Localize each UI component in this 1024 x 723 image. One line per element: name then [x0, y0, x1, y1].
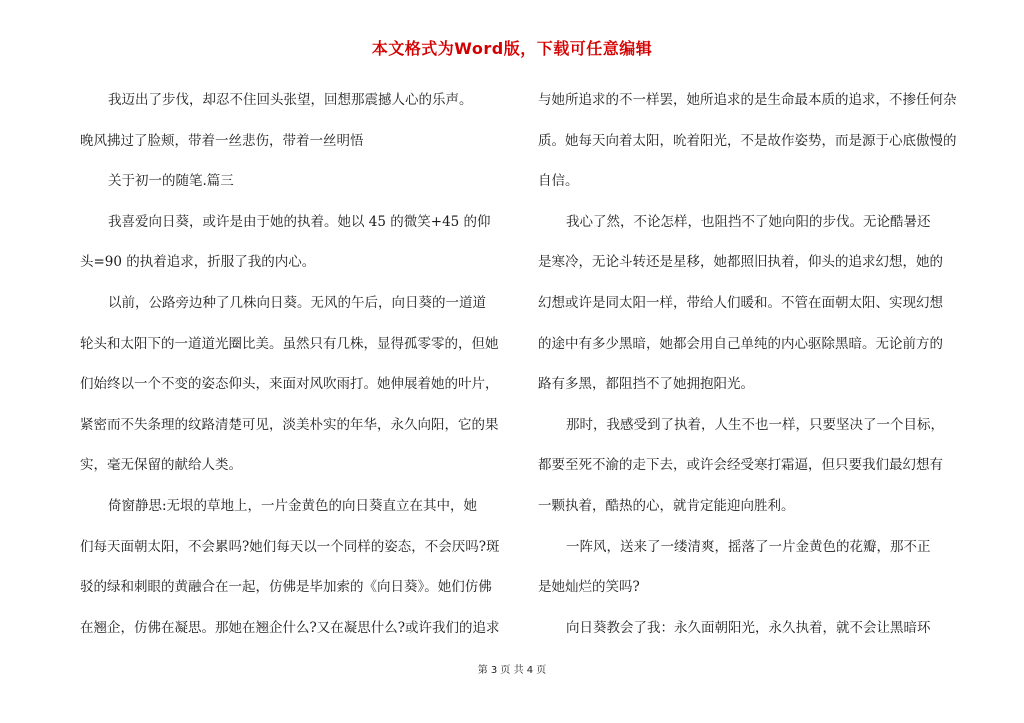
paragraph — [80, 486, 520, 648]
text-line: 的途中有多少黑暗，她都会用自己单纯的内心驱除黑暗。无论前方的 — [538, 335, 943, 352]
text-line: 轮头和太阳下的一道道光圈比美。虽然只有几株，显得孤零零的，但她 — [80, 335, 499, 352]
text-line: 幻想或许是同太阳一样，带给人们暖和。不管在面朝太阳、实现幻想 — [538, 294, 943, 311]
text-line: 一颗执着，酷热的心，就肯定能迎向胜利。 — [538, 497, 795, 514]
paragraph — [80, 80, 520, 121]
paragraph — [538, 405, 978, 527]
text-line: 都要至死不渝的走下去，或许会经受寒打霜逼，但只要我们最幻想有 — [538, 457, 943, 474]
text-line: 在翘企，仿佛在凝思。那她在翘企什么?又在凝思什么?或许我们的追求 — [80, 619, 500, 636]
text-line: 自信。 — [538, 173, 579, 190]
text-line: 我心了然，不论怎样，也阻挡不了她向阳的步伐。无论酷暑还 — [566, 213, 931, 230]
paragraph — [538, 608, 978, 649]
text-line: 我迈出了步伐，却忍不住回头张望，回想那震撼人心的乐声。 — [108, 92, 473, 108]
text-line: 是寒冷，无论斗转还是星移，她都照旧执着，仰头的追求幻想，她的 — [538, 254, 943, 271]
text-line: 们每天面朝太阳，不会累吗?她们每天以一个同样的姿态，不会厌吗?斑 — [80, 538, 500, 555]
paragraph — [538, 202, 978, 405]
text-line: 晚风拂过了脸颊，带着一丝悲伤，带着一丝明悟 — [80, 132, 364, 149]
paragraph — [80, 202, 520, 283]
text-line: 以前，公路旁边种了几株向日葵。无风的午后，向日葵的一道道 — [108, 294, 486, 311]
paragraph — [80, 161, 520, 202]
paragraph — [538, 527, 978, 608]
text-line: 关于初一的随笔.篇三 — [108, 173, 234, 190]
text-line: 是她灿烂的笑吗? — [538, 579, 640, 596]
text-line: 实，毫无保留的献给人类。 — [80, 457, 242, 474]
right-text-column — [538, 80, 978, 648]
text-line: 我喜爱向日葵，或许是由于她的执着。她以 45 的微笑+45 的仰 — [108, 213, 491, 230]
text-line: 紧密而不失条理的纹路清楚可见，淡美朴实的年华，永久向阳，它的果 — [80, 416, 499, 433]
text-line: 们始终以一个不变的姿态仰头，来面对风吹雨打。她伸展着她的叶片， — [80, 376, 499, 393]
text-line: 一阵风，送来了一缕清爽，摇落了一片金黄色的花瓣，那不正 — [566, 538, 931, 555]
left-text-column — [80, 80, 520, 648]
text-line: 与她所追求的不一样罢，她所追求的是生命最本质的追求，不掺任何杂 — [538, 92, 957, 108]
paragraph — [538, 80, 978, 202]
text-line: 头=90 的执着追求，折服了我的内心。 — [80, 254, 316, 271]
paragraph — [80, 283, 520, 486]
text-line: 那时，我感受到了执着，人生不也一样，只要坚决了一个目标， — [566, 416, 944, 433]
text-line: 质。她每天向着太阳，吮着阳光，不是故作姿势，而是源于心底傲慢的 — [538, 132, 957, 149]
paragraph — [80, 121, 520, 162]
text-line: 倚窗静思:无垠的草地上，一片金黄色的向日葵直立在其中，她 — [108, 497, 478, 514]
page-number-footer: 第 3 页 共 4 页 — [477, 665, 547, 676]
text-line: 向日葵教会了我：永久面朝阳光，永久执着，就不会让黑暗环 — [566, 619, 931, 636]
text-line: 驳的绿和刺眼的黄融合在一起，仿佛是毕加索的《向日葵》。她们仿佛 — [80, 579, 492, 596]
document-header-title: 本文格式为Word版，下载可任意编辑 — [371, 39, 653, 58]
text-line: 路有多黑，都阻挡不了她拥抱阳光。 — [538, 376, 754, 393]
